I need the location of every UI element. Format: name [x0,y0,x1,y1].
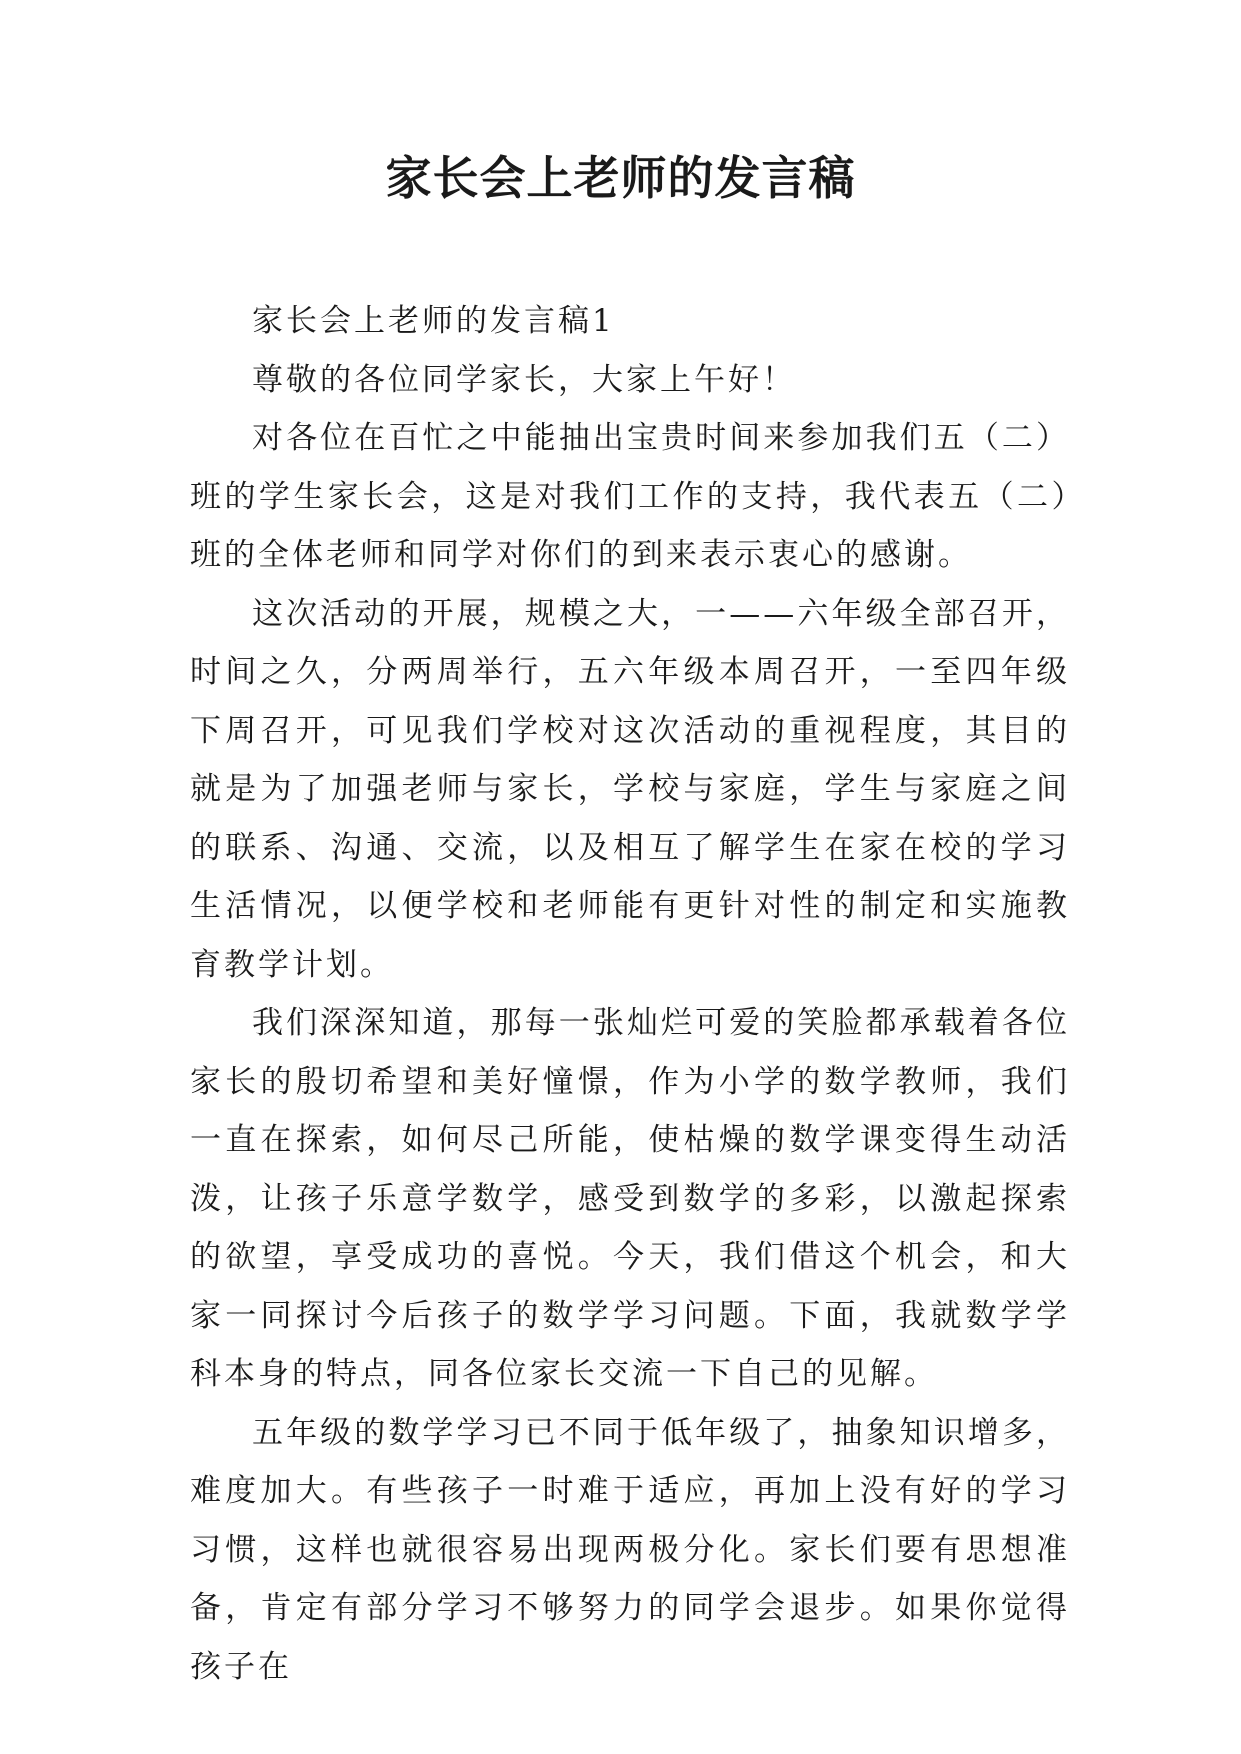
paragraph-heading: 家长会上老师的发言稿1 [252,303,615,339]
paragraph-greeting: 尊敬的各位同学家长，大家上午好！ [252,361,796,398]
paragraph: 五年级的数学学习已不同于低年级了，抽象知识增多，难度加大。有些孩子一时难于适应，再加上没有好的学习习惯，这样也就很容易出现两极分化。家长们要有思想准备，肯定有部分学习不够努力的同学会退步。如果你觉得孩子在 [190,1414,1070,1685]
document-body [190,292,1070,1696]
paragraph: 对各位在百忙之中能抽出宝贵时间来参加我们五（二）班的学生家长会，这是对我们工作的支持，我代表五（二）班的全体老师和同学对你们的到来表示衷心的感谢。 [190,420,1070,573]
paragraph: 我们深深知道，那每一张灿烂可爱的笑脸都承载着各位家长的殷切希望和美好憧憬，作为小学的数学教师，我们一直在探索，如何尽己所能，使枯燥的数学课变得生动活泼，让孩子乐意学数学，感受到数学的多彩，以激起探索的欲望，享受成功的喜悦。今天，我们借这个机会，和大家一同探讨今后孩子的数学学习问题。下面，我就数学学科本身的特点，同各位家长交流一下自己的见解。 [190,1005,1070,1392]
document-title: 家长会上老师的发言稿 [385,151,856,205]
paragraph: 这次活动的开展，规模之大，一——六年级全部召开，时间之久，分两周举行，五六年级本周召开，一至四年级下周召开，可见我们学校对这次活动的重视程度，其目的就是为了加强老师与家长，学校与家庭，学生与家庭之间的联系、沟通、交流，以及相互了解学生在家在校的学习生活情况，以便学校和老师能有更针对性的制定和实施教育教学计划。 [190,595,1070,983]
